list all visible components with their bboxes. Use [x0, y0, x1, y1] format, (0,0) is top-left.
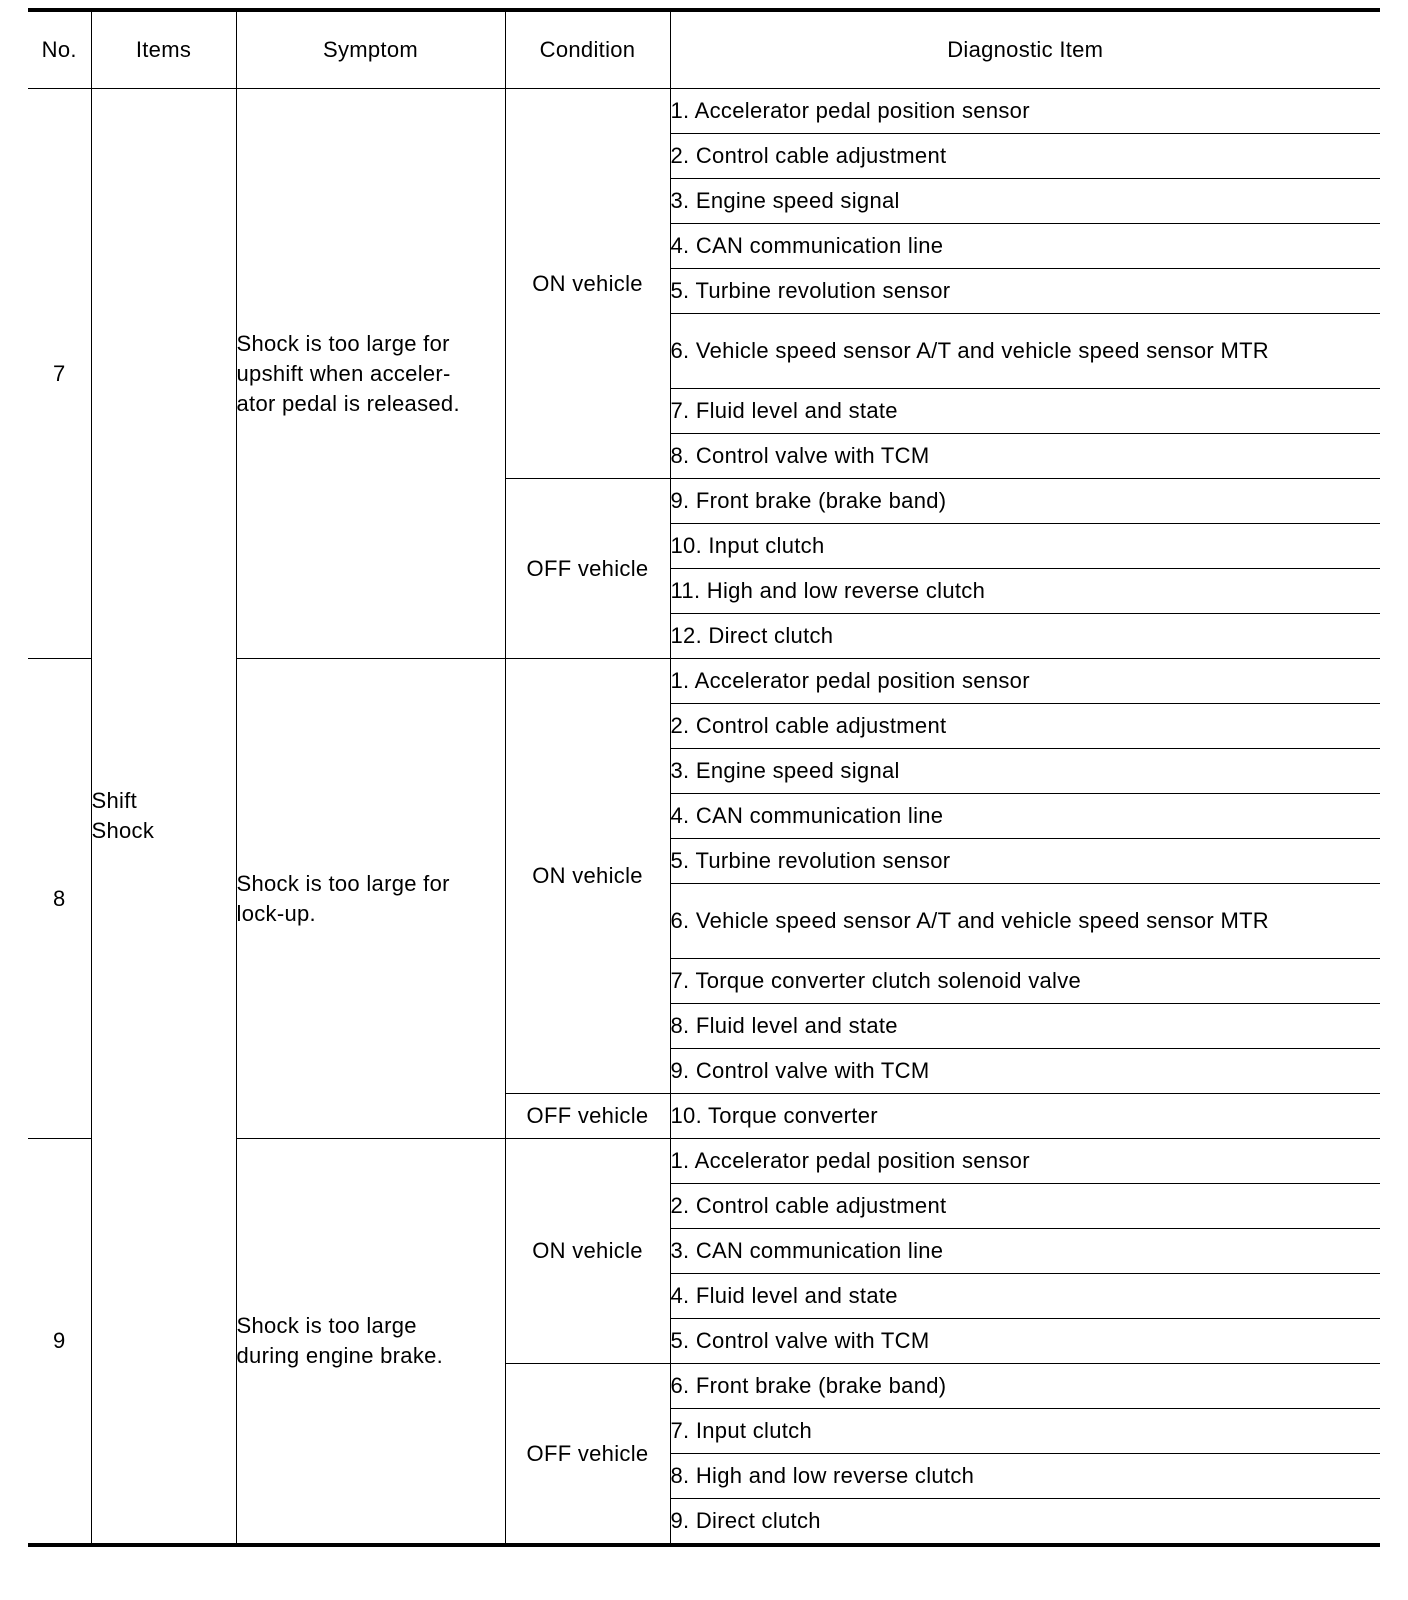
diagnostic-item: 1. Accelerator pedal position sensor [670, 89, 1380, 134]
header-row [28, 10, 1380, 89]
diagnostic-item: 8. Fluid level and state [670, 1004, 1380, 1049]
diagnostic-item: 4. CAN communication line [670, 224, 1380, 269]
header-condition: Condition [505, 10, 670, 89]
diagnostic-item: 5. Turbine revolution sensor [670, 839, 1380, 884]
diagnostic-item: 2. Control cable adjustment [670, 1184, 1380, 1229]
diagnostic-item: 4. Fluid level and state [670, 1274, 1380, 1319]
diagnostic-item: 11. High and low reverse clutch [670, 569, 1380, 614]
condition-on-vehicle: ON vehicle [505, 89, 670, 479]
diagnostic-item: 1. Accelerator pedal position sensor [670, 659, 1380, 704]
symptom-cell [236, 659, 505, 1139]
header-items: Items [91, 10, 236, 89]
items-label: Shift Shock [91, 788, 155, 843]
diagnostic-item: 3. Engine speed signal [670, 749, 1380, 794]
condition-on-vehicle: ON vehicle [505, 659, 670, 1094]
symptom-text: Shock is too large for upshift when acceler- ator pedal is released. [236, 330, 460, 416]
diagnostic-item: 12. Direct clutch [670, 614, 1380, 659]
symptom-cell [236, 89, 505, 659]
diagnostic-item: 5. Control valve with TCM [670, 1319, 1380, 1364]
diagnostic-item: 3. CAN communication line [670, 1229, 1380, 1274]
diagnostic-item: 8. Control valve with TCM [670, 434, 1380, 479]
diagnostic-item: 4. CAN communication line [670, 794, 1380, 839]
diagnostic-item: 9. Control valve with TCM [670, 1049, 1380, 1094]
header-symptom: Symptom [236, 10, 505, 89]
diagnostic-item: 5. Turbine revolution sensor [670, 269, 1380, 314]
diagnostic-item: 6. Front brake (brake band) [670, 1364, 1380, 1409]
diagnostic-item: 6. Vehicle speed sensor A/T and vehicle speed sensor MTR [670, 314, 1380, 389]
diagnostic-item: 10. Input clutch [670, 524, 1380, 569]
header-no: No. [28, 10, 91, 89]
diagnostic-item: 9. Direct clutch [670, 1499, 1380, 1546]
table-row [28, 89, 1380, 134]
diagnostic-item: 2. Control cable adjustment [670, 134, 1380, 179]
diagnostic-item: 1. Accelerator pedal position sensor [670, 1139, 1380, 1184]
diagnostic-item: 2. Control cable adjustment [670, 704, 1380, 749]
symptom-text: Shock is too large for lock-up. [236, 870, 450, 926]
diagnostic-item: 8. High and low reverse clutch [670, 1454, 1380, 1499]
diagnostic-item: 7. Fluid level and state [670, 389, 1380, 434]
diagnostic-item: 6. Vehicle speed sensor A/T and vehicle speed sensor MTR [670, 884, 1380, 959]
condition-off-vehicle: OFF vehicle [505, 1094, 670, 1139]
diagnostic-item: 7. Torque converter clutch solenoid valve [670, 959, 1380, 1004]
diagnostic-item: 3. Engine speed signal [670, 179, 1380, 224]
row-number: 7 [28, 89, 91, 659]
condition-on-vehicle: ON vehicle [505, 1139, 670, 1364]
items-cell [91, 89, 236, 1546]
diagnostic-item: 9. Front brake (brake band) [670, 479, 1380, 524]
row-number: 9 [28, 1139, 91, 1546]
diagnosis-table [28, 8, 1380, 1547]
table-body [28, 89, 1380, 1546]
condition-off-vehicle: OFF vehicle [505, 1364, 670, 1546]
diagnostic-item: 10. Torque converter [670, 1094, 1380, 1139]
diagnostic-item: 7. Input clutch [670, 1409, 1380, 1454]
row-number: 8 [28, 659, 91, 1139]
condition-off-vehicle: OFF vehicle [505, 479, 670, 659]
header-diagnostic-item: Diagnostic Item [670, 10, 1380, 89]
symptom-cell [236, 1139, 505, 1546]
symptom-text: Shock is too large during engine brake. [236, 1313, 444, 1368]
